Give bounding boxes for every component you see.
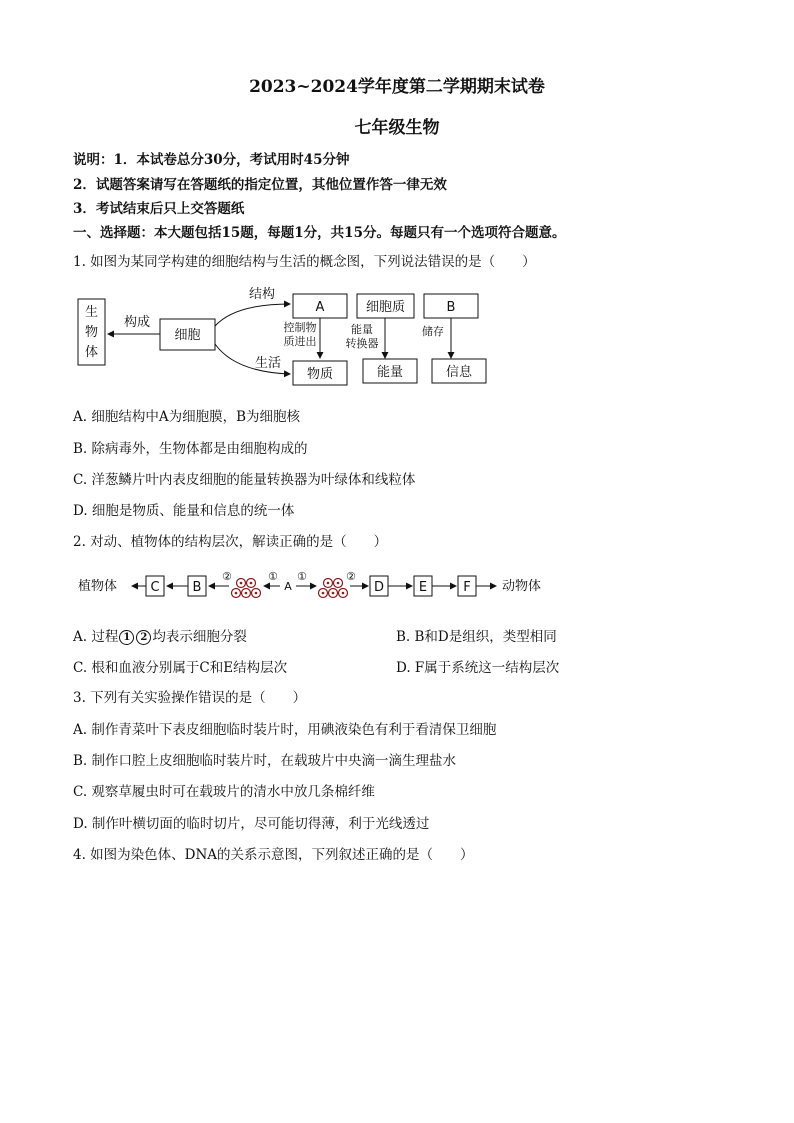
q1-stem: 1. 如图为某同学构建的细胞结构与生活的概念图，下列说法错误的是（ ） (73, 254, 536, 270)
organism-char-3: 体 (84, 345, 99, 360)
q1-option-d: D. 细胞是物质、能量和信息的统一体 (73, 503, 295, 519)
q3-option-c: C. 观察草履虫时可在载玻片的清水中放几条棉纤维 (73, 784, 375, 800)
control-label-2: 质进出 (283, 335, 317, 348)
instruction-3: 3．考试结束后只上交答题纸 (73, 201, 245, 217)
cell-label: 细胞 (174, 328, 201, 343)
box-a-label: A (315, 300, 325, 315)
q1-option-c: C. 洋葱鳞片叶内表皮细胞的能量转换器为叶绿体和线粒体 (73, 472, 416, 488)
compose-label: 构成 (123, 315, 151, 330)
box-f-label: F (463, 580, 471, 595)
q3-option-a: A. 制作青菜叶下表皮细胞临时装片时，用碘液染色有利于看清保卫细胞 (73, 722, 497, 738)
section-heading: 一、选择题：本大题包括15题，每题1分，共15分。每题只有一个选项符合题意。 (73, 225, 566, 241)
box-matter-label: 物质 (306, 367, 334, 382)
q2-option-a-circle-2: 2 (136, 630, 151, 645)
energy-conv-label-2: 转换器 (345, 337, 379, 350)
structure-arrow (215, 304, 290, 326)
q1-option-a: A. 细胞结构中A为细胞膜，B为细胞核 (73, 409, 301, 425)
box-b2-label: B (192, 580, 202, 595)
q2-option-a-circle-1: 1 (119, 630, 134, 645)
box-cytoplasm-label: 细胞质 (365, 300, 406, 315)
step1-label-right: ① (297, 570, 307, 583)
step2-label-left: ② (222, 570, 232, 583)
box-energy-label: 能量 (376, 365, 404, 380)
box-info-label: 信息 (445, 365, 473, 380)
instruction-1: 说明：1．本试卷总分30分，考试用时45分钟 (73, 152, 350, 168)
exam-title: 2023~2024学年度第二学期期末试卷 (249, 77, 545, 97)
step1-label-left: ① (268, 570, 278, 583)
cell-cluster-right (319, 579, 348, 598)
cell-a-label: A (284, 580, 292, 593)
q4-stem: 4. 如图为染色体、DNA的关系示意图，下列叙述正确的是（ ） (73, 847, 474, 863)
q2-option-a-prefix: A. 过程 (73, 629, 119, 645)
q2-option-a (73, 625, 247, 645)
store-label: 储存 (422, 325, 444, 338)
cell-cluster-left (232, 579, 261, 598)
q1-concept-diagram (60, 282, 500, 392)
energy-conv-label-1: 能量 (351, 323, 373, 336)
q3-option-b: B. 制作口腔上皮细胞临时装片时，在载玻片中央滴一滴生理盐水 (73, 753, 457, 769)
life-label: 生活 (254, 356, 282, 371)
box-e-label: E (418, 580, 428, 595)
instruction-2: 2．试题答案请写在答题纸的指定位置，其他位置作答一律无效 (73, 177, 447, 193)
q2-option-b: B. B和D是组织，类型相同 (396, 629, 557, 645)
q2-stem: 2. 对动、植物体的结构层次，解读正确的是（ ） (73, 534, 388, 550)
animal-label: 动物体 (502, 579, 542, 594)
plant-label: 植物体 (78, 579, 118, 594)
q3-option-d: D. 制作叶横切面的临时切片，尽可能切得薄，利于光线透过 (73, 816, 430, 832)
q2-option-c: C. 根和血液分别属于C和E结构层次 (73, 660, 288, 676)
organism-char-2: 物 (84, 325, 99, 340)
q2-option-d: D. F属于系统这一结构层次 (396, 660, 560, 676)
box-c-label: C (150, 580, 160, 595)
box-b-label: B (446, 300, 456, 315)
step2-label-right: ② (346, 570, 356, 583)
structure-label: 结构 (248, 287, 276, 302)
exam-subtitle: 七年级生物 (354, 118, 440, 138)
q3-stem: 3. 下列有关实验操作错误的是（ ） (73, 690, 307, 706)
q1-option-b: B. 除病毒外，生物体都是由细胞构成的 (73, 441, 308, 457)
q2-structure-diagram (72, 566, 562, 606)
box-d-label: D (373, 580, 385, 595)
q2-option-a-suffix: 均表示细胞分裂 (152, 629, 247, 645)
organism-char-1: 生 (84, 305, 99, 320)
control-label-1: 控制物 (283, 321, 317, 334)
